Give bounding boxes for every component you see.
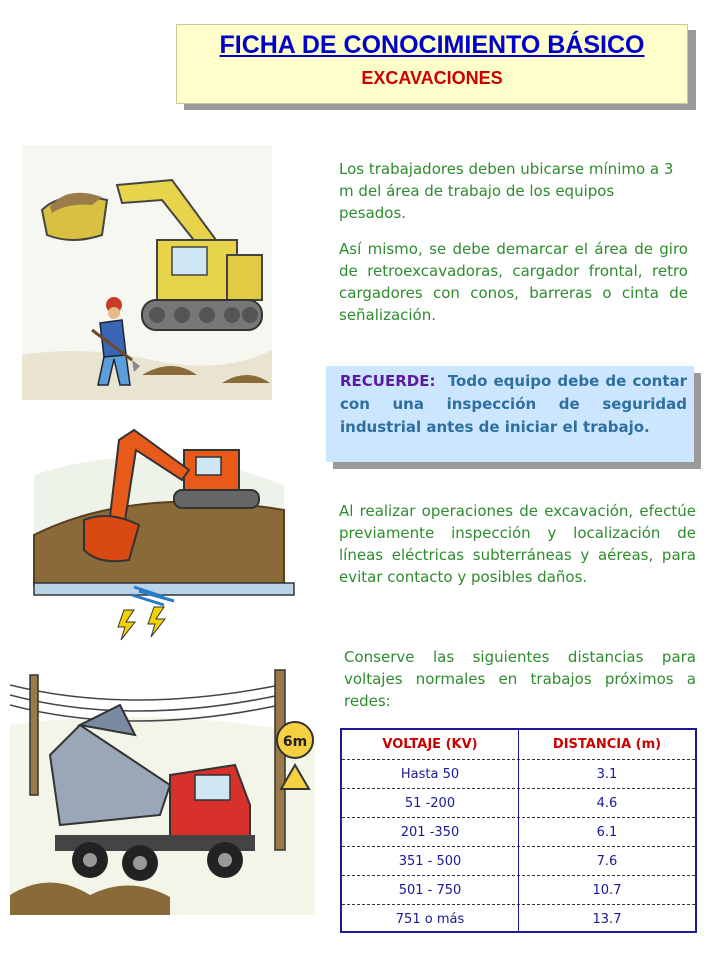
table-cell-distance: 4.6 (596, 795, 618, 811)
page-subtitle: EXCAVACIONES (361, 68, 503, 88)
reminder-box (326, 366, 694, 462)
table-cell-distance: 7.6 (596, 853, 618, 869)
table-row (342, 846, 695, 875)
table-row (342, 759, 695, 788)
table-header-row (342, 730, 695, 759)
table-cell-distance: 10.7 (592, 882, 622, 898)
voltage-distance-table (340, 728, 697, 933)
table-cell-voltage: 51 -200 (342, 789, 519, 817)
table-cell-voltage: 201 -350 (342, 818, 519, 846)
table-cell-distance: 6.1 (596, 824, 618, 840)
distance-sign-text: 6m (282, 734, 308, 750)
table-row (342, 788, 695, 817)
table-cell-voltage: Hasta 50 (342, 760, 519, 788)
table-cell-voltage: 351 - 500 (342, 847, 519, 875)
table-cell-voltage: 501 - 750 (342, 876, 519, 904)
excavation-cables-illustration (14, 415, 296, 655)
header-box (176, 24, 688, 104)
excavator-worker-illustration (22, 145, 272, 400)
table-header-distance: DISTANCIA (m) (552, 737, 662, 752)
table-cell-distance: 13.7 (592, 911, 622, 927)
table-cell-voltage: 751 o más (342, 905, 519, 933)
table-row (342, 875, 695, 904)
dump-truck-powerlines-illustration (10, 665, 315, 915)
table-header-voltage: VOLTAJE (KV) (342, 730, 519, 759)
paragraph-demarcation: Así mismo, se debe demarcar el área de giro de retroexcavadoras, cargador frontal, retro cargadores con conos, barreras o cinta de señalización. (339, 240, 688, 324)
reminder-text: Todo equipo debe de contar con una inspección de seguridad industrial antes de iniciar el trabajo. (340, 372, 688, 436)
page-title: FICHA DE CONOCIMIENTO BÁSICO (219, 31, 645, 59)
paragraph-inspection: Al realizar operaciones de excavación, efectúe previamente inspección y localización de líneas eléctricas subterráneas y aéreas, para evitar contacto y posibles daños. (339, 502, 696, 586)
paragraph-distances-intro: Conserve las siguientes distancias para voltajes normales en trabajos próximos a redes: (344, 648, 696, 710)
paragraph-distance-rule: Los trabajadores deben ubicarse mínimo a 3 m del área de trabajo de los equipos pesados. (339, 160, 674, 222)
table-row (342, 904, 695, 933)
table-row (342, 817, 695, 846)
table-cell-distance: 3.1 (596, 766, 618, 782)
reminder-label: RECUERDE: (340, 372, 436, 390)
